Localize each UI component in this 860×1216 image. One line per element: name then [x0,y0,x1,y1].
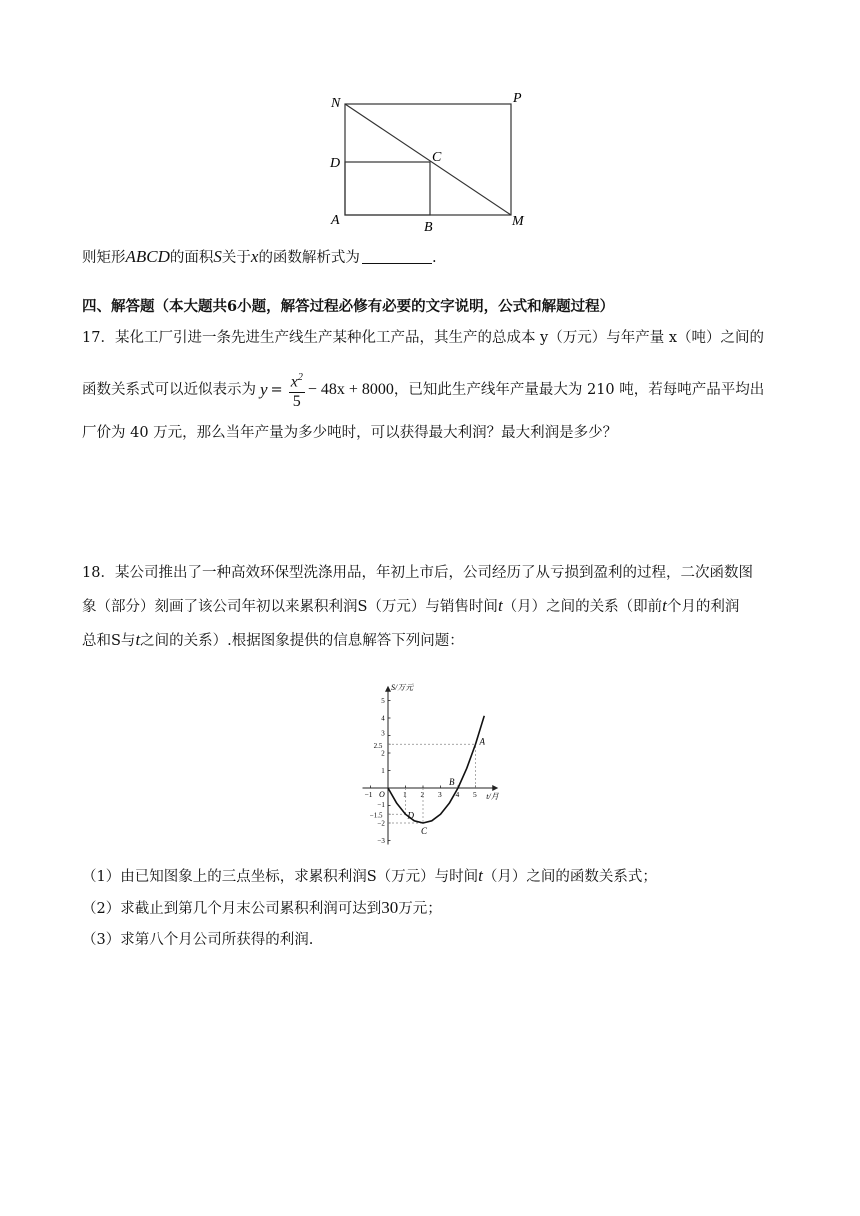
y-tick-label: −1.5 [369,811,383,820]
q18-line2: 象（部分）刻画了该公司年初以来累积利润S（万元）与销售时间t（月）之间的关系（即前t个月的利润 [82,596,740,615]
formula-fraction: $\frac{x^2}{5}$ [289,369,305,410]
y-tick-label: 1 [381,767,385,775]
x-tick-label: 1 [403,790,407,799]
point-label-c: C [421,826,428,836]
label-p: P [513,91,522,106]
profit-chart [340,668,520,846]
q18-line3: 总和S与t之间的关系）.根据图象提供的信息解答下列问题： [82,630,464,649]
q16-tail-line: 则矩形ABCD的面积S关于x的函数解析式为 . [82,247,437,266]
y-tick-label: −1 [377,801,385,809]
y-tick-label: 2.5 [373,741,383,750]
q17-line1: 17．某化工厂引进一条先进生产线生产某种化工产品，其生产的总成本 y（万元）与年产量 x（吨）之间的 [82,330,765,346]
y-tick-label: 3 [381,729,385,738]
x-tick-label: −1 [364,790,373,799]
q18-sub2: （2）求截止到第几个月末公司累积利润可达到30万元； [82,898,442,917]
y-tick-label: −3 [377,837,385,845]
label-c: C [432,150,442,165]
point-label-d: D [407,810,414,821]
x-tick-label: 2 [420,790,425,799]
label-a: A [331,213,340,228]
q17-line2: 函数关系式可以近似表示为 y = $\frac{x^2}{5}$ − 48x + 8000 ，已知此生产线年产量最大为 210 吨，若每吨产品平均出 [82,370,764,410]
label-b: B [424,220,433,235]
q18-sub3: （3）求第八个月公司所获得的利润. [82,932,314,948]
origin-label: O [379,790,385,799]
label-m: M [512,214,524,229]
answer-blank[interactable] [362,249,432,264]
y-tick-label: 4 [381,714,385,723]
x-tick-label: 5 [473,790,477,799]
x-axis-label: t/月 [486,792,499,801]
q17-line3: 厂价为 40 万元，那么当年产量为多少吨时，可以获得最大利润？最大利润是多少？ [82,425,618,441]
diagonal-nm [345,104,511,215]
section-heading: 四、解答题（本大题共6小题，解答过程必修有必要的文字说明，公式和解题过程） [82,298,615,315]
q18-line1: 18．某公司推出了一种高效环保型洗涤用品，年初上市后，公司经历了从亏损到盈利的过程，二次函数图 [82,565,753,581]
q18-sub1: （1）由已知图象上的三点坐标，求累积利润S（万元）与时间t（月）之间的函数关系式； [82,866,657,885]
x-axis-arrow [492,785,498,791]
point-label-b: B [449,777,455,787]
label-d: D [330,156,341,171]
y-tick-label: 5 [381,697,385,705]
profit-curve [388,716,484,823]
label-n: N [331,96,341,111]
inner-rectangle [345,162,430,215]
y-axis-label: S/万元 [391,682,414,692]
x-tick-label: 3 [438,790,442,799]
x-tick-label: 4 [455,790,460,799]
point-label-a: A [479,736,485,747]
y-tick-label: 2 [381,749,385,758]
geometry-figure [325,85,535,237]
y-tick-label: −2 [377,819,385,828]
